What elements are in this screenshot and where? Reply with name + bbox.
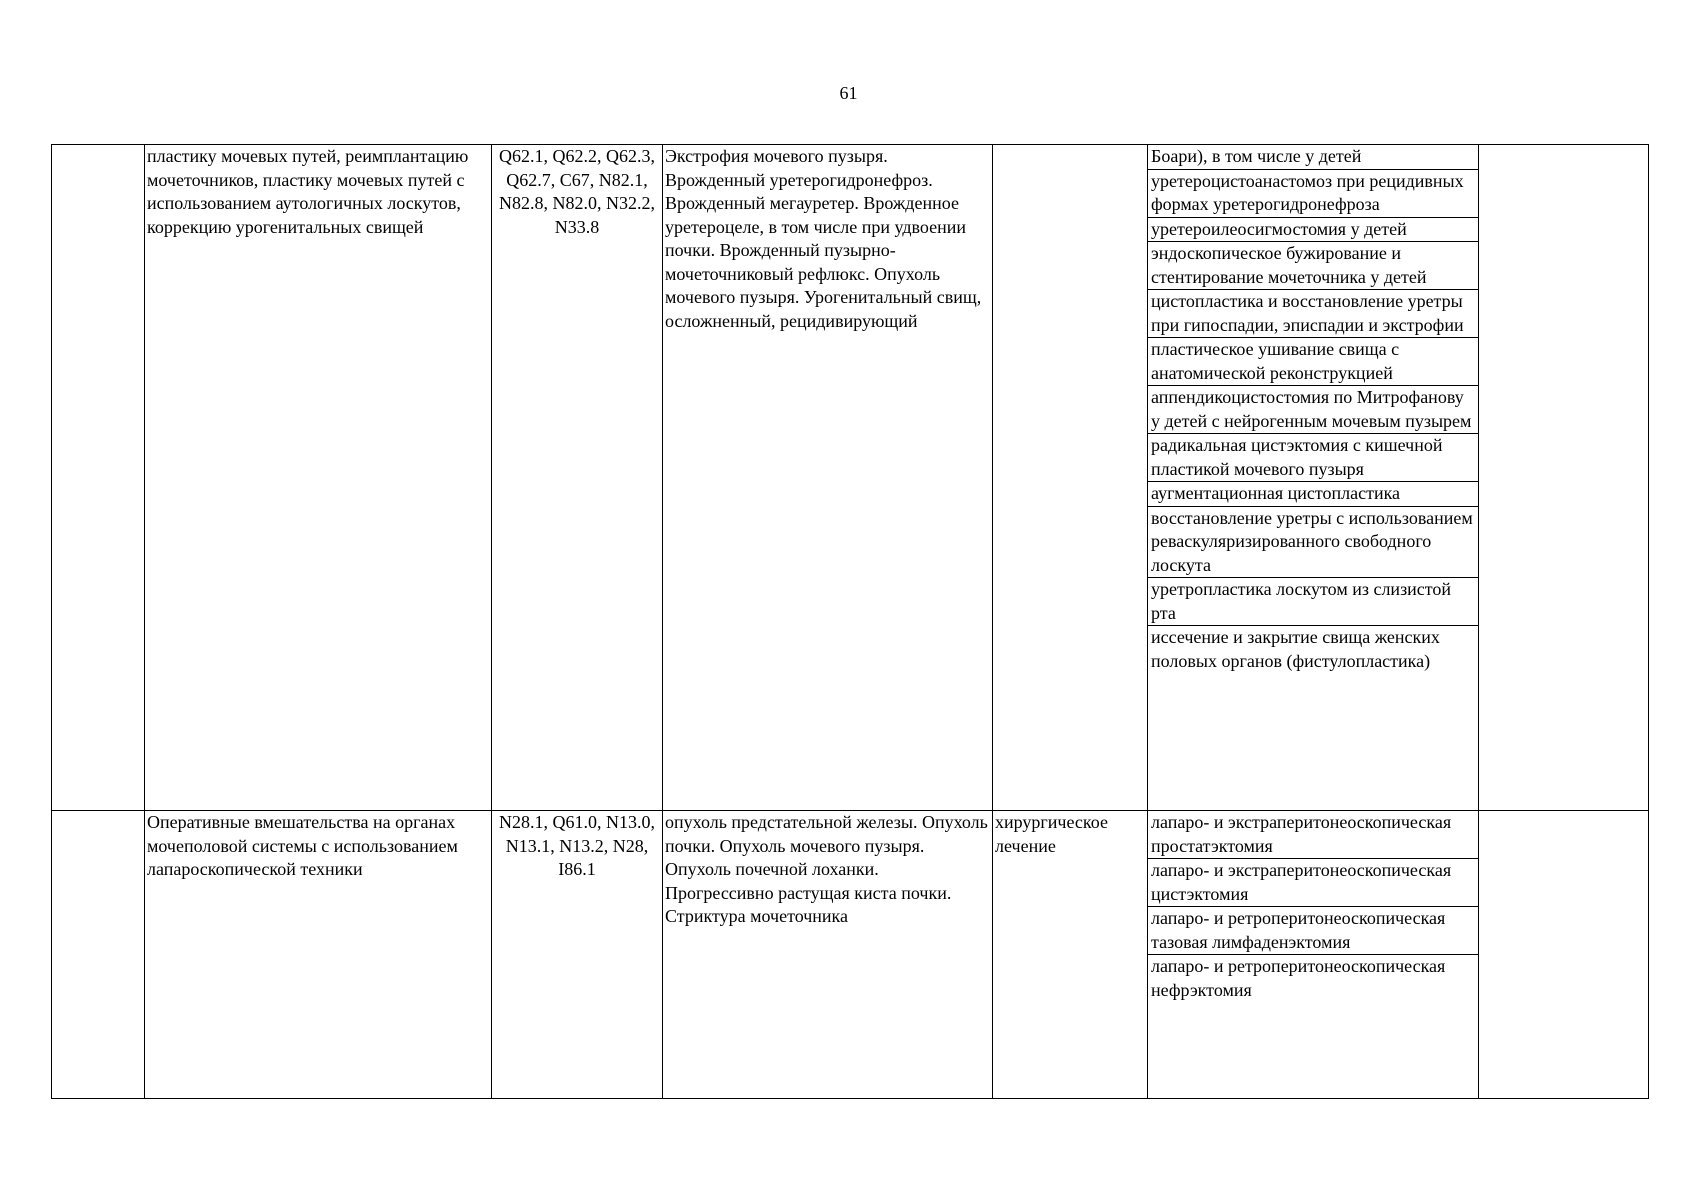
icd-codes-cell: N28.1, Q61.0, N13.0, N13.1, N13.2, N28, I86.1 (492, 811, 663, 1099)
intervention-name-cell: пластику мочевых путей, реимплантацию мочеточников, пластику мочевых путей с использованием аутологичных лоскутов, коррекцию урогенитальных свищей (145, 145, 492, 811)
patient-model-cell: Экстрофия мочевого пузыря. Врожденный уретерогидронефроз. Врожденный мегауретер. Врожденное уретероцеле, в том числе при удвоении почки. Врожденный пузырно-мочеточниковый рефлюкс. Опухоль мочевого пузыря. Урогенитальный свищ, осложненный, рецидивирующий (663, 145, 993, 811)
method-item: уретропластика лоскутом из слизистой рта (1148, 578, 1478, 626)
treatment-type-cell: хирургическое лечение (993, 811, 1148, 1099)
row-number-cell (52, 145, 145, 811)
patient-model-cell: опухоль предстательной железы. Опухоль почки. Опухоль мочевого пузыря. Опухоль почечной лоханки. Прогрессивно растущая киста почки. Стриктура мочеточника (663, 811, 993, 1099)
page-number: 61 (839, 83, 858, 103)
method-item: пластическое ушивание свища с анатомической реконструкцией (1148, 338, 1478, 386)
treatment-methods-cell (1148, 811, 1479, 1099)
method-item: аугментационная цистопластика (1148, 482, 1478, 507)
method-item: цистопластика и восстановление уретры при гипоспадии, эписпадии и экстрофии (1148, 290, 1478, 338)
table-row (52, 145, 1649, 811)
method-item: эндоскопическое бужирование и стентирование мочеточника у детей (1148, 242, 1478, 290)
method-item: аппендикоцистостомия по Митрофанову у детей с нейрогенным мочевым пузырем (1148, 386, 1478, 434)
method-item: иссечение и закрытие свища женских половых органов (фистулопластика) (1151, 627, 1440, 671)
method-item: уретероцистоанастомоз при рецидивных формах уретерогидронефроза (1148, 170, 1478, 218)
method-item: лапаро- и ретроперитонеоскопическая тазовая лимфаденэктомия (1148, 907, 1478, 955)
treatment-type-cell (993, 145, 1148, 811)
table-row (52, 811, 1649, 1099)
treatment-table (51, 144, 1649, 1099)
method-item: радикальная цистэктомия с кишечной пластикой мочевого пузыря (1148, 434, 1478, 482)
icd-codes-cell: Q62.1, Q62.2, Q62.3, Q62.7, C67, N82.1, N82.8, N82.0, N32.2, N33.8 (492, 145, 663, 811)
method-item: восстановление уретры с использованием реваскуляризированного свободного лоскута (1148, 507, 1478, 579)
method-item: лапаро- и экстраперитонеоскопическая простатэктомия (1148, 811, 1478, 859)
method-item: уретероилеосигмостомия у детей (1148, 218, 1478, 243)
extra-cell (1479, 811, 1649, 1099)
method-item: Боари), в том числе у детей (1148, 145, 1478, 170)
extra-cell (1479, 145, 1649, 811)
method-item: лапаро- и экстраперитонеоскопическая цистэктомия (1148, 859, 1478, 907)
treatment-methods-cell (1148, 145, 1479, 811)
method-item: лапаро- и ретроперитонеоскопическая нефрэктомия (1151, 956, 1446, 1000)
intervention-name-cell: Оперативные вмешательства на органах мочеполовой системы с использованием лапароскопической техники (145, 811, 492, 1099)
row-number-cell (52, 811, 145, 1099)
